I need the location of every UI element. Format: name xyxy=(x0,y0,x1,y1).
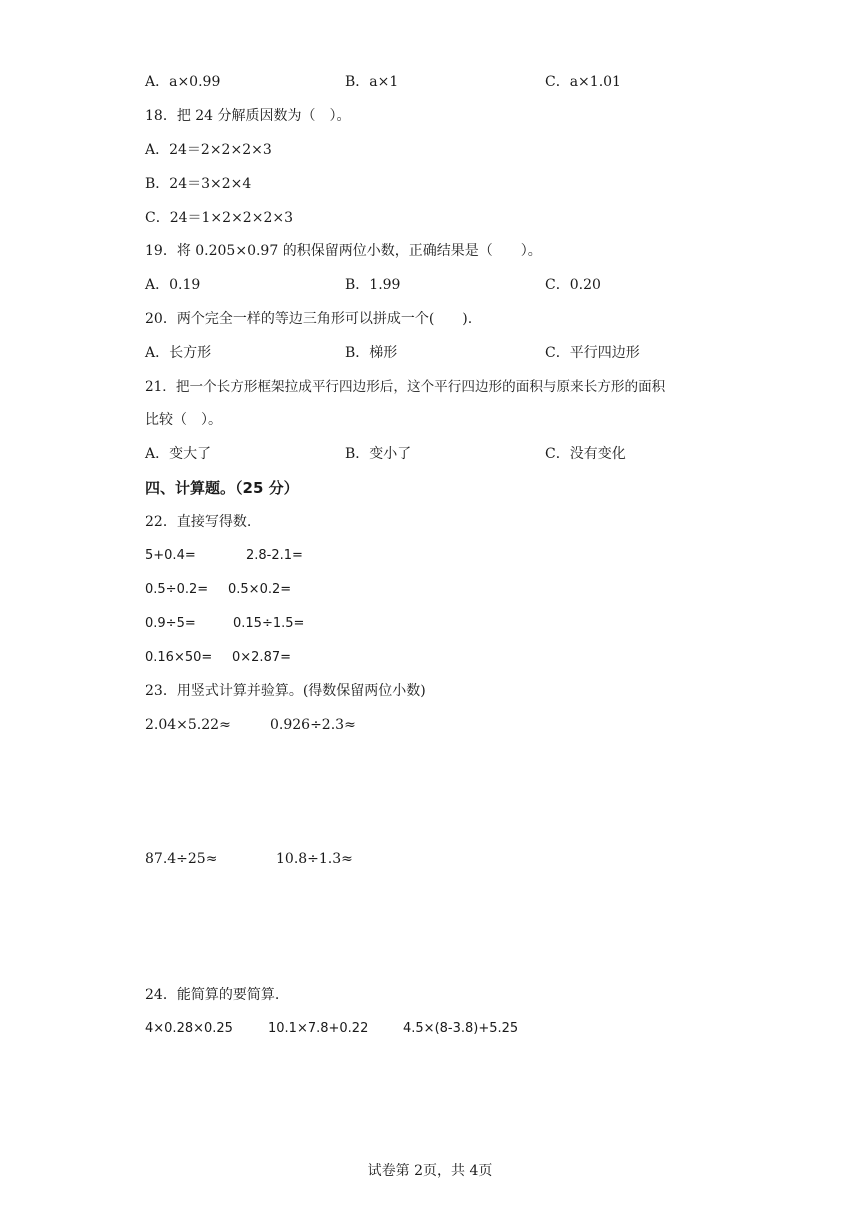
q24-item: 4.5×(8-3.8)+5.25 xyxy=(403,1021,519,1036)
q23-stem: 23．用竖式计算并验算。(得数保留两位小数) xyxy=(145,683,426,699)
q20-option-b: B．梯形 xyxy=(345,345,398,361)
q23-item: 0.926÷2.3≈ xyxy=(270,717,356,733)
q22-item: 0×2.87= xyxy=(232,650,292,665)
q22-item: 0.9÷5= xyxy=(145,616,196,631)
q21-option-a: A．变大了 xyxy=(145,446,212,462)
q19-option-c: C．0.20 xyxy=(545,277,601,293)
q23-item: 2.04×5.22≈ xyxy=(145,717,231,733)
q20-option-c: C．平行四边形 xyxy=(545,345,640,361)
q17-option-c: C．a×1.01 xyxy=(545,74,621,90)
q18-option-b: B．24＝3×2×4 xyxy=(145,176,252,192)
q22-item: 5+0.4= xyxy=(145,548,196,563)
q24-item: 4×0.28×0.25 xyxy=(145,1021,233,1036)
q22-item: 0.5÷0.2= xyxy=(145,582,209,597)
page-footer: 试卷第 2页，共 4页 xyxy=(367,1163,493,1179)
q23-item: 10.8÷1.3≈ xyxy=(276,851,353,867)
q18-stem: 18．把 24 分解质因数为（ ）。 xyxy=(145,108,351,124)
q22-item: 0.16×50= xyxy=(145,650,213,665)
q22-stem: 22．直接写得数. xyxy=(145,514,252,530)
q20-option-a: A．长方形 xyxy=(145,345,212,361)
q17-option-a: A．a×0.99 xyxy=(145,74,221,90)
q19-stem: 19．将 0.205×0.97 的积保留两位小数，正确结果是（ ）。 xyxy=(145,243,542,259)
q17-option-b: B．a×1 xyxy=(345,74,399,90)
q21-option-c: C．没有变化 xyxy=(545,446,626,462)
q22-item: 0.5×0.2= xyxy=(228,582,292,597)
q22-item: 2.8-2.1= xyxy=(246,548,303,563)
q22-item: 0.15÷1.5= xyxy=(233,616,305,631)
q18-option-a: A．24＝2×2×2×3 xyxy=(145,142,272,158)
q19-option-a: A．0.19 xyxy=(145,277,201,293)
q21-option-b: B．变小了 xyxy=(345,446,412,462)
q24-item: 10.1×7.8+0.22 xyxy=(268,1021,369,1036)
section-heading: 四、计算题。（25 分） xyxy=(145,479,299,497)
q24-stem: 24．能简算的要简算. xyxy=(145,987,280,1003)
q20-stem: 20．两个完全一样的等边三角形可以拼成一个( ). xyxy=(145,311,473,327)
q19-option-b: B．1.99 xyxy=(345,277,401,293)
q21-stem-line1: 21．把一个长方形框架拉成平行四边形后，这个平行四边形的面积与原来长方形的面积 xyxy=(145,379,666,395)
q21-stem-line2: 比较（ ）。 xyxy=(145,412,222,428)
q18-option-c: C．24＝1×2×2×2×3 xyxy=(145,210,293,226)
q23-item: 87.4÷25≈ xyxy=(145,851,218,867)
